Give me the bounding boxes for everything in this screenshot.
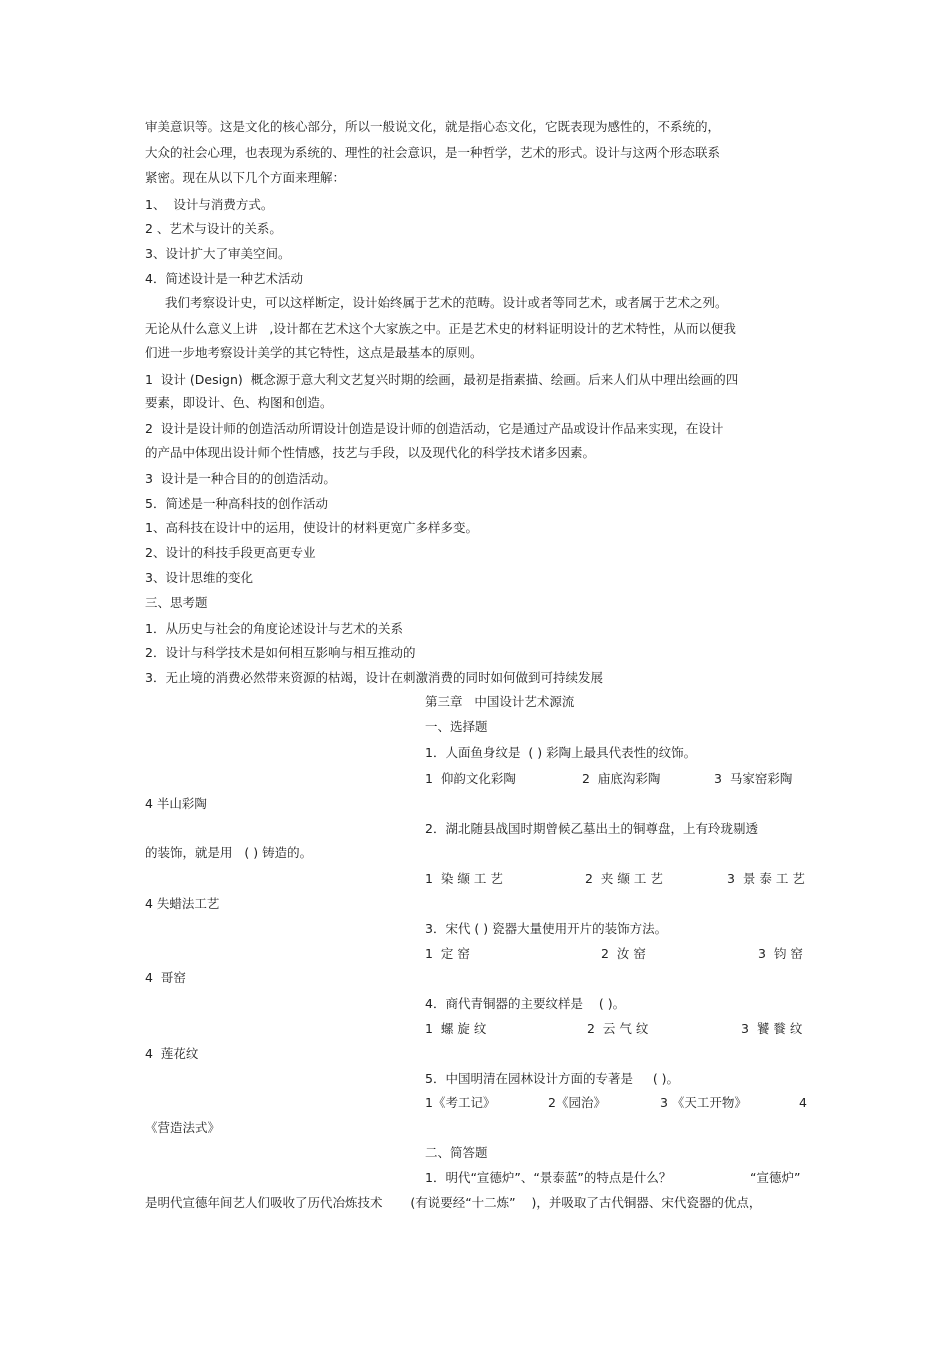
list-item: 2、设计的科技手段更高更专业 xyxy=(145,545,316,560)
option: 4 哥窑 xyxy=(145,970,186,985)
paragraph-line: 的产品中体现出设计师个性情感，技艺与手段，以及现代化的科学技术诸多因素。 xyxy=(145,445,596,460)
option: 2 汝 窑 xyxy=(601,946,646,961)
question-stem: 3．宋代 ( ) 瓷器大量使用开片的装饰方法。 xyxy=(425,921,668,936)
list-item: 2．设计与科学技术是如何相互影响与相互推动的 xyxy=(145,645,416,660)
option: 4 半山彩陶 xyxy=(145,796,207,811)
option: 2 庙底沟彩陶 xyxy=(582,771,661,786)
intro-line-3: 紧密。现在从以下几个方面来理解： xyxy=(145,170,346,185)
paragraph-line: 2 设计是设计师的创造活动所谓设计创造是设计师的创造活动，它是通过产品或设计作品来实现，在设计 xyxy=(145,421,724,436)
question-stem: 1．人面鱼身纹是 ( ) 彩陶上最具代表性的纹饰。 xyxy=(425,745,697,760)
question-stem: 4．商代青铜器的主要纹样是 ( )。 xyxy=(425,996,626,1011)
option: 1 仰韵文化彩陶 xyxy=(425,771,516,786)
answer-text: 是明代宣德年间艺人们吸收了历代冶炼技术 (有说要经“十二炼” )，并吸取了古代铜器、宋代瓷器的优点， xyxy=(145,1195,762,1210)
option: 《营造法式》 xyxy=(145,1120,221,1135)
question-stem: 的装饰，就是用 ( ) 铸造的。 xyxy=(145,845,313,860)
list-item: 1．从历史与社会的角度论述设计与艺术的关系 xyxy=(145,621,403,636)
list-item: 2 、艺术与设计的关系。 xyxy=(145,221,282,236)
option: 1《考工记》 xyxy=(425,1095,496,1110)
option: 4 失蜡法工艺 xyxy=(145,896,220,911)
paragraph-line: 1 设计 (Design) 概念源于意大利文艺复兴时期的绘画，最初是指素描、绘画。后来人们从中理出绘画的四 xyxy=(145,372,739,387)
option: 3 马家窑彩陶 xyxy=(714,771,793,786)
question-5-title: 5．简述是一种高科技的创作活动 xyxy=(145,496,328,511)
chapter-title: 第三章 中国设计艺术源流 xyxy=(425,694,575,709)
answer-text: “宣德炉” xyxy=(750,1170,801,1185)
paragraph-line: 我们考察设计史，可以这样断定，设计始终属于艺术的范畴。设计或者等同艺术，或者属于艺术之列。 xyxy=(165,295,728,310)
option-number: 4 xyxy=(799,1095,807,1110)
option: 2 云 气 纹 xyxy=(587,1021,649,1036)
option: 4 莲花纹 xyxy=(145,1046,199,1061)
list-item: 3、设计思维的变化 xyxy=(145,570,253,585)
intro-line-2: 大众的社会心理，也表现为系统的、理性的社会意识，是一种哲学，艺术的形式。设计与这两个形态联系 xyxy=(145,145,721,160)
section-title: 二、简答题 xyxy=(425,1145,488,1160)
paragraph-line: 要素，即设计、色、构图和创造。 xyxy=(145,395,333,410)
list-item: 3．无止境的消费必然带来资源的枯竭，设计在刺激消费的同时如何做到可持续发展 xyxy=(145,670,603,685)
option: 3 饕 餮 纹 xyxy=(741,1021,803,1036)
option: 1 染 缬 工 艺 xyxy=(425,871,503,886)
option: 3 钧 窑 xyxy=(758,946,803,961)
paragraph-line: 3 设计是一种合目的的创造活动。 xyxy=(145,471,336,486)
option: 1 螺 旋 纹 xyxy=(425,1021,487,1036)
question-4-title: 4．简述设计是一种艺术活动 xyxy=(145,271,303,286)
list-item: 3、设计扩大了审美空间。 xyxy=(145,246,291,261)
list-item: 1、高科技在设计中的运用，使设计的材料更宽广多样多变。 xyxy=(145,520,478,535)
list-item: 1、 设计与消费方式。 xyxy=(145,197,274,212)
option: 2《园治》 xyxy=(548,1095,606,1110)
question-stem: 2．湖北随县战国时期曾候乙墓出土的铜尊盘，上有玲珑剔透 xyxy=(425,821,758,836)
option: 1 定 窑 xyxy=(425,946,470,961)
section-title: 三、思考题 xyxy=(145,595,208,610)
option: 3 《天工开物》 xyxy=(660,1095,747,1110)
paragraph-line: 们进一步地考察设计美学的其它特性，这点是最基本的原则。 xyxy=(145,345,483,360)
intro-line-1: 审美意识等。这是文化的核心部分，所以一般说文化，就是指心态文化，它既表现为感性的，不系统的， xyxy=(145,119,721,134)
question-stem: 1．明代“宣德炉”、“景泰蓝”的特点是什么？ xyxy=(425,1170,672,1185)
option: 2 夹 缬 工 艺 xyxy=(585,871,663,886)
paragraph-line: 无论从什么意义上讲 ,设计都在艺术这个大家族之中。正是艺术史的材料证明设计的艺术特性，从而以便我 xyxy=(145,321,736,336)
section-title: 一、选择题 xyxy=(425,719,488,734)
option: 3 景 泰 工 艺 xyxy=(727,871,805,886)
question-stem: 5．中国明清在园林设计方面的专著是 ( )。 xyxy=(425,1071,680,1086)
